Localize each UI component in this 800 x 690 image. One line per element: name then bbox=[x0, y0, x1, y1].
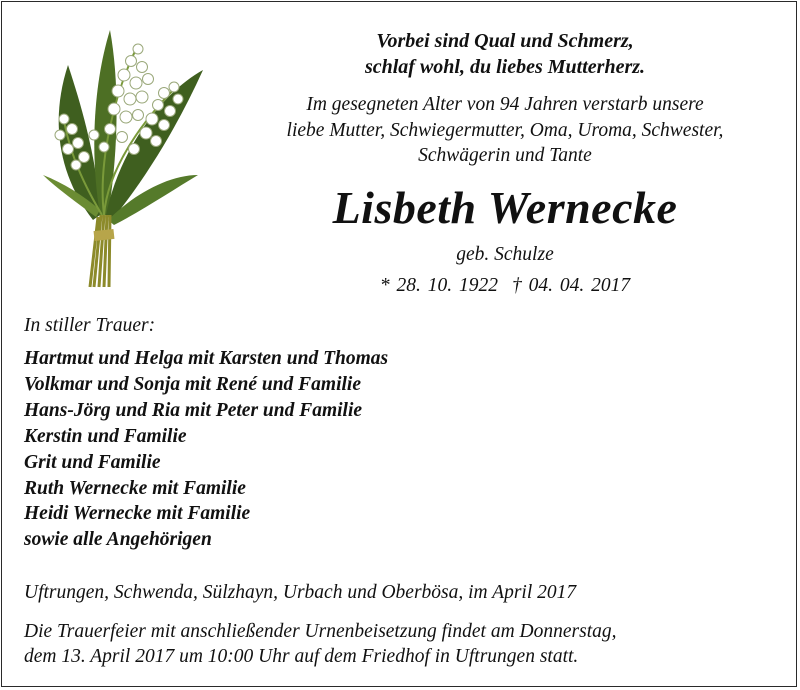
funeral-line-1: Die Trauerfeier mit anschließender Urnenbeisetzung findet am Donnerstag, bbox=[24, 621, 617, 642]
intro-line-3: Schwägerin und Tante bbox=[418, 145, 592, 166]
motto-line-1: Vorbei sind Qual und Schmerz, bbox=[376, 30, 634, 52]
mourner-line: sowie alle Angehörigen bbox=[24, 529, 212, 551]
deceased-name: Lisbeth Wernecke bbox=[332, 182, 678, 233]
mourning-label: In stiller Trauer: bbox=[24, 315, 156, 336]
mourners-list bbox=[24, 346, 388, 553]
mourner-line: Heidi Wernecke mit Familie bbox=[24, 503, 251, 525]
motto-line-2: schlaf wohl, du liebes Mutterherz. bbox=[364, 56, 646, 78]
intro-line-1: Im gesegneten Alter von 94 Jahren verstarb unsere bbox=[306, 94, 704, 115]
funeral-line-2: dem 13. April 2017 um 10:00 Uhr auf dem Friedhof in Uftrungen statt. bbox=[24, 645, 579, 667]
mourner-line: Grit und Familie bbox=[24, 451, 161, 473]
lily-of-the-valley-bouquet-icon bbox=[38, 25, 218, 290]
mourner-line: Kerstin und Familie bbox=[24, 425, 187, 447]
death-date: † 04. 04. 2017 bbox=[512, 275, 631, 296]
death-announcement bbox=[210, 92, 800, 169]
mourner-line: Ruth Wernecke mit Familie bbox=[24, 477, 246, 499]
mourner-line: Volkmar und Sonja mit René und Familie bbox=[24, 373, 362, 395]
life-dates bbox=[210, 273, 800, 299]
mourner-line: Hartmut und Helga mit Karsten und Thomas bbox=[24, 348, 389, 369]
intro-line-2: liebe Mutter, Schwiegermutter, Oma, Uroma, Schwester, bbox=[286, 119, 724, 141]
birth-date: * 28. 10. 1922 bbox=[379, 275, 498, 296]
funeral-notice bbox=[24, 620, 617, 669]
maiden-name: geb. Schulze bbox=[456, 244, 554, 265]
motto bbox=[210, 28, 800, 80]
mourner-line: Hans-Jörg und Ria mit Peter und Familie bbox=[24, 399, 363, 421]
places-and-date: Uftrungen, Schwenda, Sülzhayn, Urbach und Oberbösa, im April 2017 bbox=[24, 582, 577, 603]
